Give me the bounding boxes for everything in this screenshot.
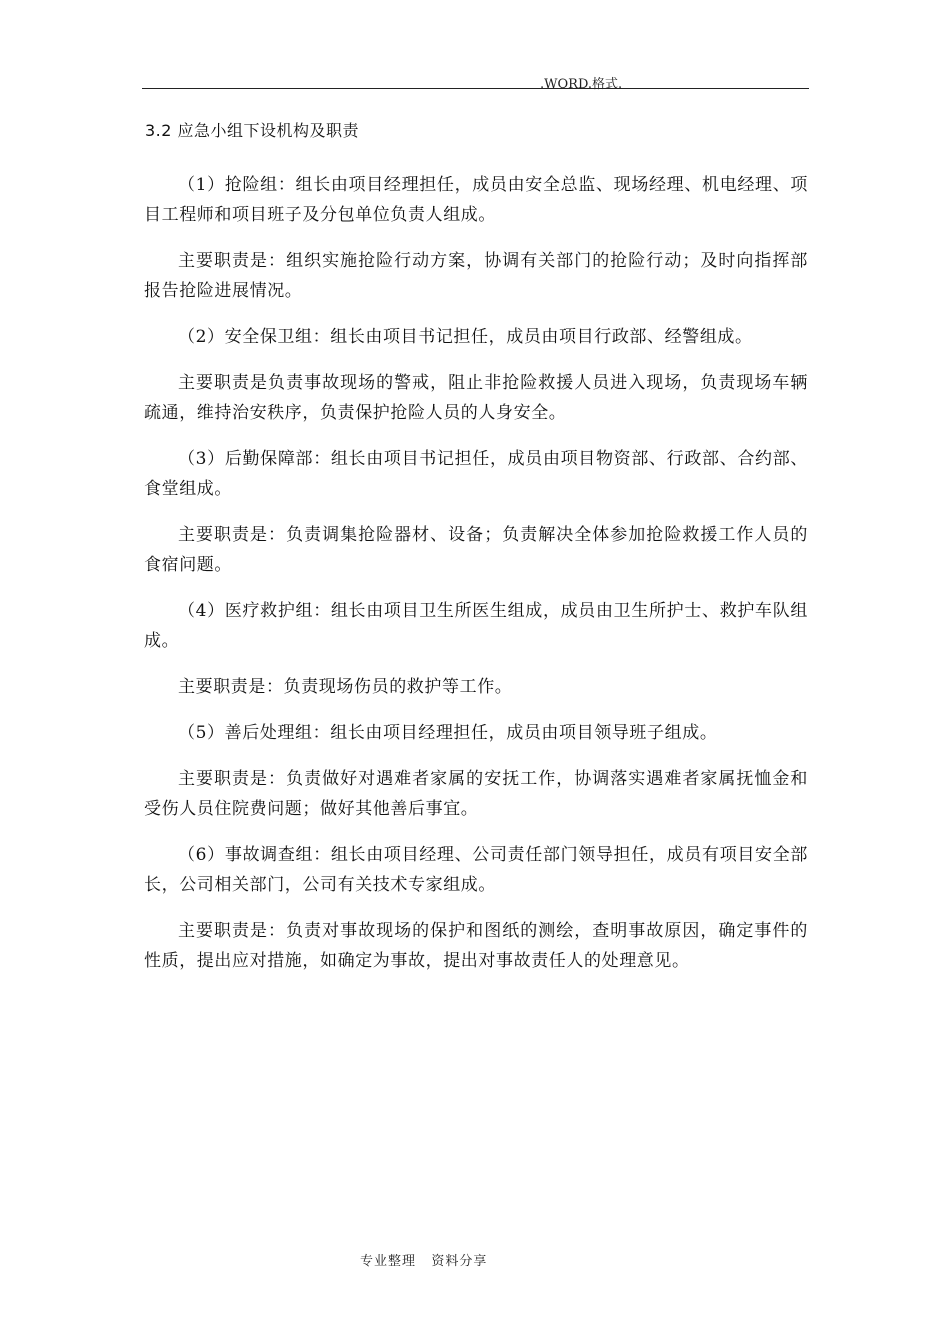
section-title: 3.2 应急小组下设机构及职责 — [145, 121, 360, 140]
paragraph-medical-group: （4）医疗救护组：组长由项目卫生所医生组成，成员由卫生所护士、救护车队组成。 — [144, 601, 808, 651]
paragraph-medical-duties: 主要职责是：负责现场伤员的救护等工作。 — [178, 677, 513, 697]
header-divider — [142, 88, 809, 89]
paragraph-aftermath-group: （5）善后处理组：组长由项目经理担任，成员由项目领导班子组成。 — [178, 723, 718, 743]
paragraph-investigation-group: （6）事故调查组：组长由项目经理、公司责任部门领导担任，成员有项目安全部长，公司相关部门，公司有关技术专家组成。 — [144, 845, 808, 895]
paragraph-aftermath-duties: 主要职责是：负责做好对遇难者家属的安抚工作，协调落实遇难者家属抚恤金和受伤人员住院费问题；做好其他善后事宜。 — [144, 769, 808, 819]
paragraph-rescue-duties: 主要职责是：组织实施抢险行动方案，协调有关部门的抢险行动；及时向指挥部报告抢险进展情况。 — [144, 251, 808, 301]
paragraph-logistics-duties: 主要职责是：负责调集抢险器材、设备；负责解决全体参加抢险救援工作人员的食宿问题。 — [144, 525, 808, 575]
page-footer: 专业整理 资料分享 — [360, 1254, 488, 1269]
paragraph-logistics-group: （3）后勤保障部：组长由项目书记担任，成员由项目物资部、行政部、合约部、食堂组成。 — [144, 449, 808, 499]
paragraph-security-group: （2）安全保卫组：组长由项目书记担任，成员由项目行政部、经警组成。 — [178, 327, 753, 347]
paragraph-investigation-duties: 主要职责是：负责对事故现场的保护和图纸的测绘，查明事故原因，确定事件的性质，提出应对措施，如确定为事故，提出对事故责任人的处理意见。 — [144, 921, 808, 971]
paragraph-rescue-group: （1）抢险组：组长由项目经理担任，成员由安全总监、现场经理、机电经理、项目工程师和项目班子及分包单位负责人组成。 — [144, 175, 808, 225]
body-content — [144, 170, 808, 992]
page-header: .WORD.格式. — [540, 77, 623, 92]
paragraph-security-duties: 主要职责是负责事故现场的警戒，阻止非抢险救援人员进入现场，负责现场车辆疏通，维持治安秩序，负责保护抢险人员的人身安全。 — [144, 373, 808, 423]
